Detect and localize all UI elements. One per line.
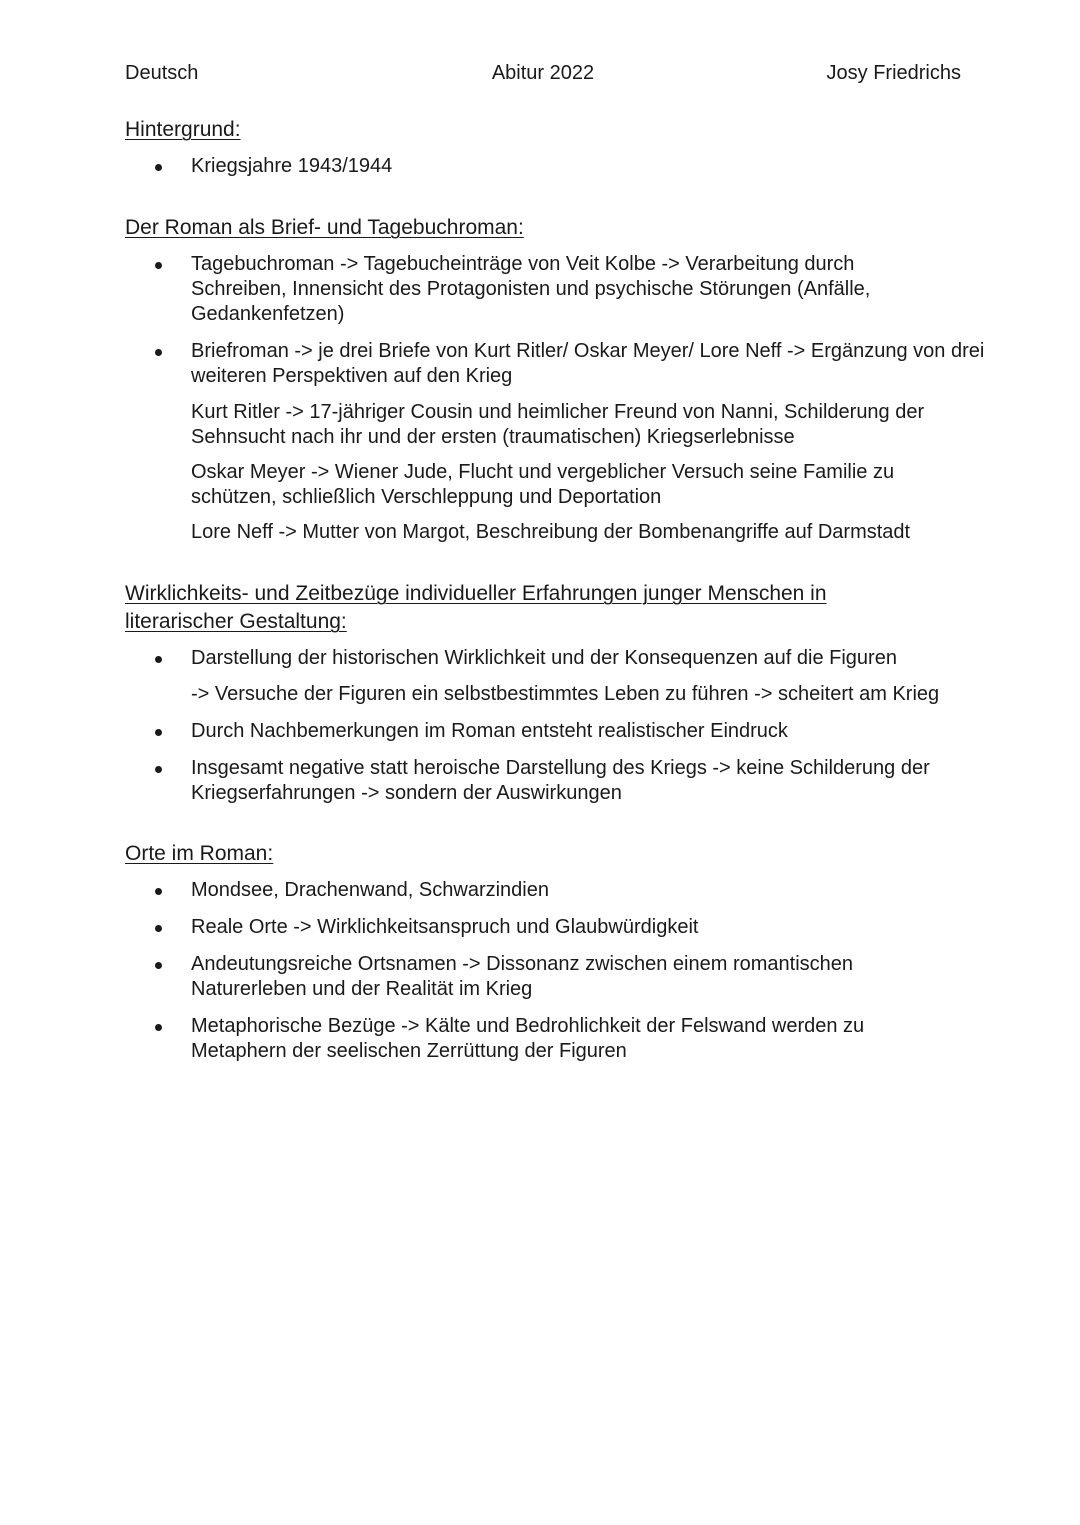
bullet-icon	[155, 729, 162, 736]
sub-paragraph-kurt-ritler: Kurt Ritler -> 17-jähriger Cousin und heimlicher Freund von Nanni, Schilderung der Sehnsucht nach ihr und der ersten (traumatischen) Kriegserlebnisse	[191, 401, 925, 448]
section-brief-tagebuchroman	[125, 214, 985, 545]
bullet-icon	[155, 962, 162, 969]
bullet-icon	[155, 766, 162, 773]
list-item	[125, 1014, 951, 1064]
bullet-list	[125, 154, 975, 179]
page-header	[125, 61, 961, 87]
list-item-text: Insgesamt negative statt heroische Darstellung des Kriegs -> keine Schilderung der Kriegserfahrungen -> sondern der Auswirkungen	[191, 757, 930, 804]
bullet-icon	[155, 888, 162, 895]
list-item	[125, 339, 991, 389]
bullet-list	[125, 719, 975, 806]
list-item	[125, 719, 975, 744]
list-item-text: Tagebuchroman -> Tagebucheinträge von Veit Kolbe -> Verarbeitung durch Schreiben, Innensicht des Protagonisten und psychische Störungen (Anfälle, Gedankenfetzen)	[191, 253, 871, 325]
section-hintergrund	[125, 116, 975, 179]
list-item-text: Durch Nachbemerkungen im Roman entsteht realistischer Eindruck	[191, 720, 788, 742]
list-item-text: Reale Orte -> Wirklichkeitsanspruch und Glaubwürdigkeit	[191, 916, 699, 938]
bullet-list	[125, 252, 985, 389]
list-item	[125, 252, 951, 327]
list-item	[125, 915, 975, 940]
section-title: Der Roman als Brief- und Tagebuchroman:	[125, 216, 524, 239]
bullet-list	[125, 878, 975, 1064]
list-item-text: Darstellung der historischen Wirklichkeit und der Konsequenzen auf die Figuren	[191, 647, 897, 669]
list-item-text: Metaphorische Bezüge -> Kälte und Bedrohlichkeit der Felswand werden zu Metaphern der seelischen Zerrüttung der Figuren	[191, 1015, 865, 1062]
section-title: Orte im Roman:	[125, 842, 274, 865]
list-item	[125, 878, 975, 903]
sub-paragraph-oskar-meyer: Oskar Meyer -> Wiener Jude, Flucht und vergeblicher Versuch seine Familie zu schützen, schließlich Verschleppung und Deportation	[191, 461, 895, 508]
section-title: Hintergrund:	[125, 118, 241, 141]
section-wirklichkeitsbezuege-list	[125, 636, 975, 806]
list-item-text: Kriegsjahre 1943/1944	[191, 155, 393, 177]
section-orte	[125, 840, 975, 1064]
section-title: Wirklichkeits- und Zeitbezüge individueller Erfahrungen junger Menschen in literarischer Gestaltung:	[125, 582, 827, 633]
list-item	[125, 952, 931, 1002]
list-item-text: Mondsee, Drachenwand, Schwarzindien	[191, 879, 549, 901]
sub-paragraph-versuche: -> Versuche der Figuren ein selbstbestimmtes Leben zu führen -> scheitert am Krieg	[191, 683, 940, 705]
bullet-list	[125, 646, 975, 671]
bullet-icon	[155, 349, 162, 356]
list-item	[125, 756, 971, 806]
sub-paragraph-lore-neff: Lore Neff -> Mutter von Margot, Beschreibung der Bombenangriffe auf Darmstadt	[191, 521, 911, 543]
bullet-icon	[155, 656, 162, 663]
bullet-icon	[155, 1024, 162, 1031]
bullet-icon	[155, 925, 162, 932]
section-wirklichkeitsbezuege	[125, 580, 885, 636]
list-item	[125, 154, 975, 179]
bullet-icon	[155, 164, 162, 171]
list-item	[125, 646, 975, 671]
list-item-text: Briefroman -> je drei Briefe von Kurt Ritler/ Oskar Meyer/ Lore Neff -> Ergänzung von drei weiteren Perspektiven auf den Krieg	[191, 340, 985, 387]
header-author: Josy Friedrichs	[826, 62, 961, 84]
header-subject: Deutsch	[125, 62, 199, 84]
header-exam: Abitur 2022	[491, 62, 595, 84]
bullet-icon	[155, 262, 162, 269]
list-item-text: Andeutungsreiche Ortsnamen -> Dissonanz zwischen einem romantischen Naturerleben und der Realität im Krieg	[191, 953, 854, 1000]
